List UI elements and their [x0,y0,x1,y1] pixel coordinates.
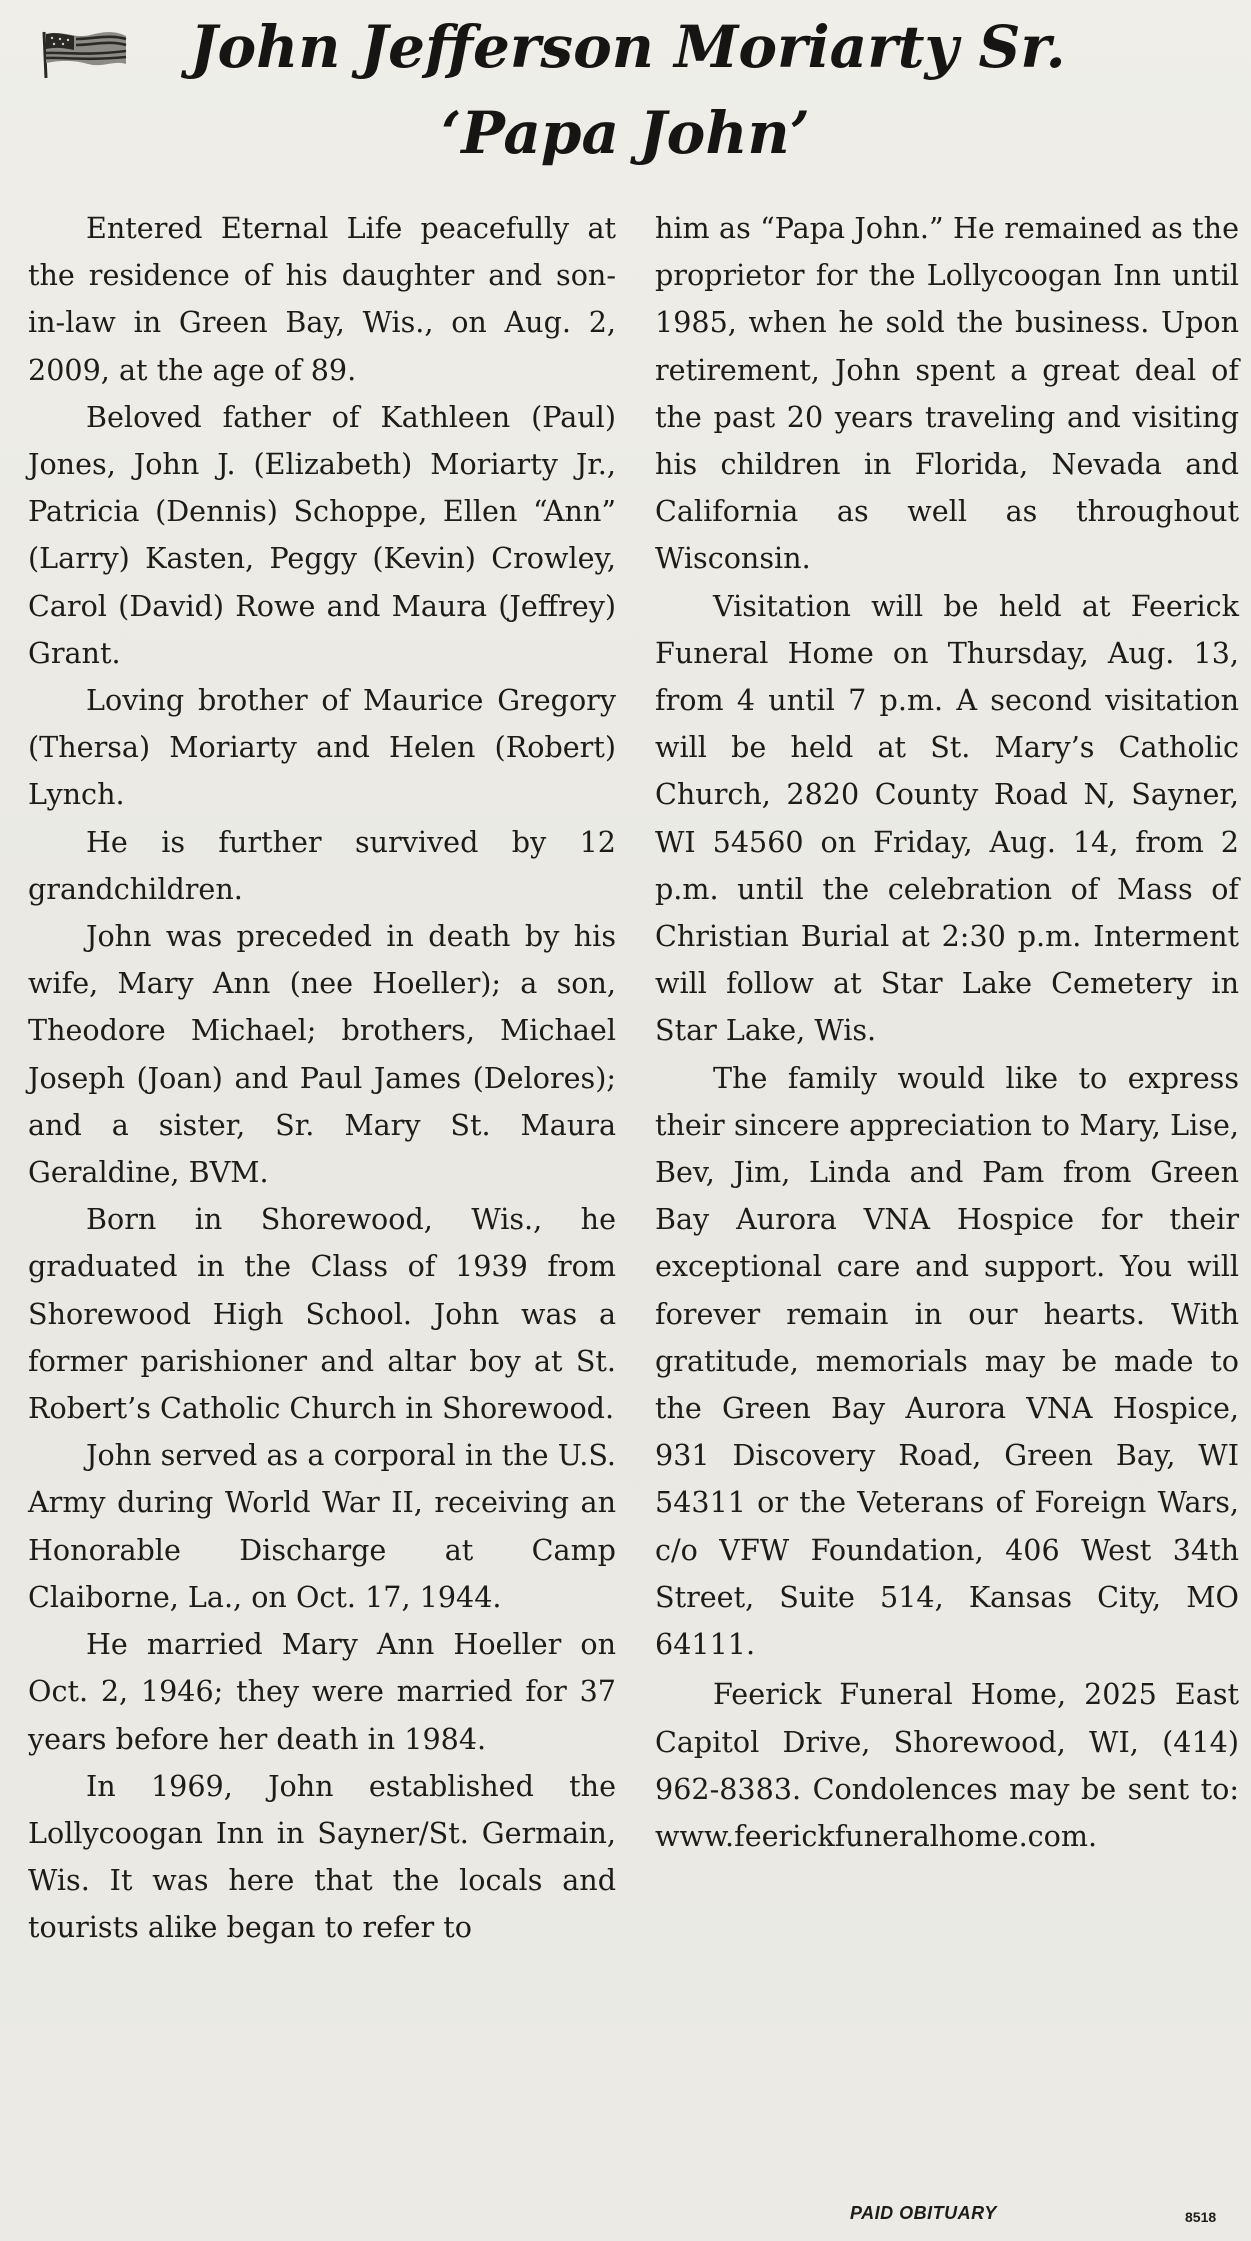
paragraph-preceded: John was preceded in death by his wife, Mary Ann (nee Hoeller); a son, Theodore Michael; brothers, Michael Joseph (Joan) and Paul James (Delores); and a sister, Sr. Mary St. Maura Geraldine, BVM. [28,919,616,1190]
ad-code: 8518 [1185,2209,1217,2225]
paragraph-children: Beloved father of Kathleen (Paul) Jones, John J. (Elizabeth) Moriarty Jr., Patricia (Dennis) Schoppe, Ellen “Ann” (Larry) Kasten, Peggy (Kevin) Crowley, Carol (David) Rowe and Maura (Jeffrey) Grant. [28,399,616,670]
paragraph-grandchildren: He is further survived by 12 grandchildren. [28,824,616,906]
american-flag-icon [40,30,130,80]
paragraph-appreciation: The family would like to express their sincere appreciation to Mary, Lise, Bev, Jim, Linda and Pam from Green Bay Aurora VNA Hospice for their exceptional care and support. You will forever remain in our hearts. With gratitude, memorials may be made to the Green Bay Aurora VNA Hospice, 931 Discovery Road, Green Bay, WI 54311 or the Veterans of Foreign Wars, c/o VFW Foundation, 406 West 34th Street, Suite 514, Kansas City, MO 64111. [655,1060,1239,1662]
paragraph-marriage: He married Mary Ann Hoeller on Oct. 2, 1946; they were married for 37 years before her death in 1984. [28,1627,616,1756]
paragraph-inn: In 1969, John established the Lollycoogan Inn in Sayner/St. Germain, Wis. It was here that the locals and tourists alike began to refer to [28,1768,616,1945]
obituary-header [0,8,1251,198]
obituary-title: John Jefferson Moriarty Sr. [190,13,1066,81]
paragraph-siblings: Loving brother of Maurice Gregory (Thersa) Moriarty and Helen (Robert) Lynch. [28,683,616,812]
obituary-nickname: ‘Papa John’ [441,99,810,167]
paragraph-military: John served as a corporal in the U.S. Army during World War II, receiving an Honorable Discharge at Camp Claiborne, La., on Oct. 17, 1944. [28,1438,616,1614]
paragraph-funeral-home: Feerick Funeral Home, 2025 East Capitol Drive, Shorewood, WI, (414) 962-8383. Condolences may be sent to: www.feerickfuneralhome.com. [655,1677,1239,1853]
right-column [655,205,1239,1860]
paragraph-passing: Entered Eternal Life peacefully at the residence of his daughter and son-in-law in Green Bay, Wis., on Aug. 2, 2009, at the age of 89. [28,211,616,387]
paragraph-inn-continued: him as “Papa John.” He remained as the proprietor for the Lollycoogan Inn until 1985, when he sold the business. Upon retirement, John spent a great deal of the past 20 years traveling and visiting his children in Florida, Nevada and California as well as throughout Wisconsin. [655,211,1239,576]
paragraph-visitation: Visitation will be held at Feerick Funeral Home on Thursday, Aug. 13, from 4 until 7 p.m. A second visitation will be held at St. Mary’s Catholic Church, 2820 County Road N, Sayner, WI 54560 on Friday, Aug. 14, from 2 p.m. until the celebration of Mass of Christian Burial at 2:30 p.m. Interment will follow at Star Lake Cemetery in Star Lake, Wis. [655,588,1239,1048]
paid-obituary-label: PAID OBITUARY [850,2203,997,2223]
paragraph-early-life: Born in Shorewood, Wis., he graduated in the Class of 1939 from Shorewood High School. John was a former parishioner and altar boy at St. Robert’s Catholic Church in Shorewood. [28,1202,616,1426]
left-column [28,205,616,1952]
